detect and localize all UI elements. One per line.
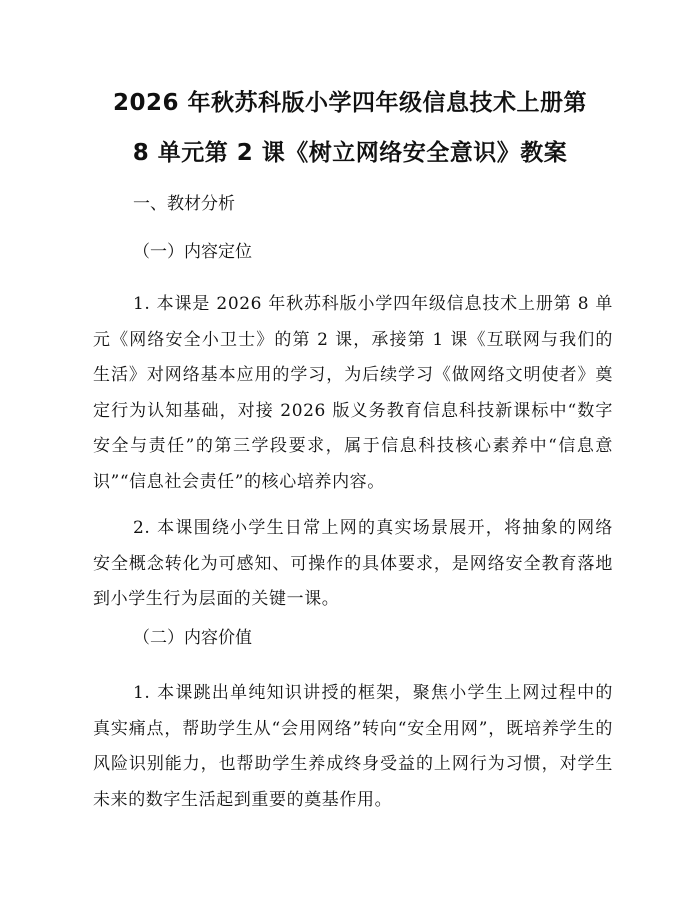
section-heading-textbook-analysis: 一、教材分析 — [133, 194, 235, 214]
paragraph-positioning-1: 1. 本课是 2026 年秋苏科版小学四年级信息技术上册第 8 单元《网络安全小卫士》的第 2 课，承接第 1 课《互联网与我们的生活》对网络基本应用的学习，为后续学习《做网络文明使者》奠定行为认知基础，对接 2026 版义务教育信息科技新课标中“数字安全与责任”的第三学段要求，属于信息科技核心素养中“信息意识”“信息社会责任”的核心培养内容。 — [93, 294, 613, 492]
document-title-line-1: 2026 年秋苏科版小学四年级信息技术上册第 — [112, 90, 588, 116]
paragraph-positioning-2: 2. 本课围绕小学生日常上网的真实场景展开，将抽象的网络安全概念转化为可感知、可操作的具体要求，是网络安全教育落地到小学生行为层面的关键一课。 — [93, 518, 613, 609]
paragraph-value-1: 1. 本课跳出单纯知识讲授的框架，聚焦小学生上网过程中的真实痛点，帮助学生从“会用网络”转向“安全用网”，既培养学生的风险识别能力，也帮助学生养成终身受益的上网行为习惯，对学生未来的数字生活起到重要的奠基作用。 — [93, 683, 613, 810]
subsection-heading-content-positioning: （一）内容定位 — [133, 242, 252, 262]
document-title-line-2: 8 单元第 2 课《树立网络安全意识》教案 — [132, 140, 568, 166]
subsection-heading-content-value: （二）内容价值 — [133, 628, 252, 648]
